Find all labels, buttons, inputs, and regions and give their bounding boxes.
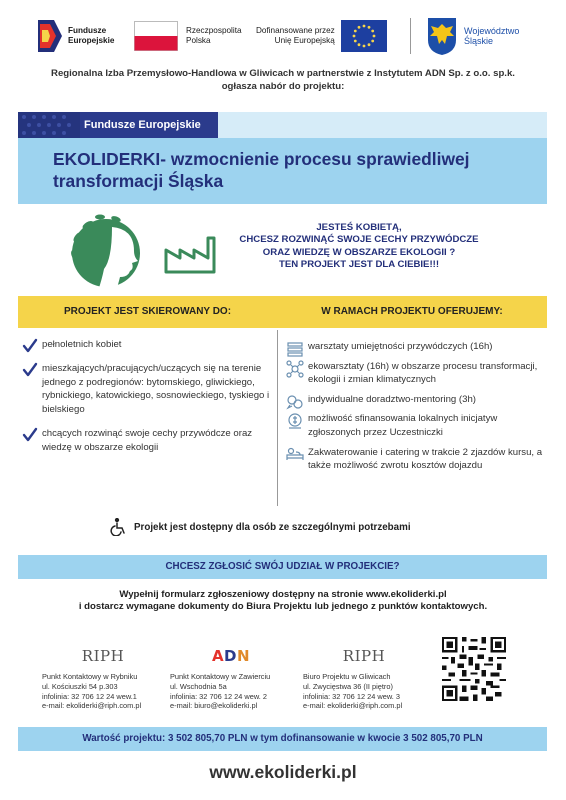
contact-rybnik: [42, 648, 164, 711]
cta-text: CHCESZ ZGŁOSIĆ SWÓJ UDZIAŁ W PROJEKCIE?: [165, 561, 400, 572]
list-item-text: pełnoletnich kobiet: [42, 339, 122, 350]
contact-email[interactable]: e-mail: ekoliderki@riph.com.pl: [42, 701, 142, 711]
list-item-text: ekowarsztaty (16h) w obszarze procesu transformacji, ekologii i zmian klimatycznych: [308, 360, 538, 386]
mentoring-icon: [286, 393, 304, 411]
ws-line2: Śląskie: [464, 36, 494, 46]
question-line3: ORAZ WIEDZĘ W OBSZARZE EKOLOGII ?: [262, 246, 456, 258]
list-item: [286, 412, 548, 439]
check-icon: [22, 362, 38, 378]
contact-phone: infolinia: 32 706 12 24 wew. 3: [303, 691, 400, 701]
announcement-header: [8, 68, 558, 93]
columns-header-bar: [18, 296, 547, 328]
website-link[interactable]: www.ekoliderki.pl: [209, 762, 357, 782]
list-item: [286, 340, 548, 354]
list-item: [22, 362, 274, 417]
list-item-text: indywidualne doradztwo-mentoring (3h): [308, 393, 476, 405]
adn-logo: ADN: [211, 647, 251, 666]
cta-band: [18, 555, 547, 579]
contact-name: Punkt Kontaktowy w Rybniku: [42, 672, 138, 681]
left-heading: PROJEKT JEST SKIEROWANY DO:: [63, 306, 232, 317]
fe-band-label: Fundusze Europejskie: [84, 119, 201, 131]
list-item: [22, 427, 274, 455]
list-item-text: warsztaty umiejętności przywódczych (16h): [308, 341, 493, 352]
stars-icon: [18, 112, 80, 138]
instructions: [10, 589, 556, 614]
rzeczpospolita-logo: [134, 14, 242, 58]
column-divider: [277, 330, 278, 506]
list-item-text: chcących rozwinąć swoje cechy przywódcze oraz wiedzę w obszarze ekologii: [42, 427, 253, 453]
question-line1: JESTEŚ KOBIETĄ,: [316, 222, 402, 233]
instructions-line2: i dostarcz wymagane dokumenty do Biura Projektu lub jednego z punktów kontaktowych.: [78, 601, 488, 613]
project-value: Wartość projektu: 3 502 805,70 PLN w tym dofinansowanie w kwocie 3 502 805,70 PLN: [82, 733, 483, 744]
target-list: [22, 338, 274, 465]
list-item-text: Zakwaterowanie i catering w trakcie 2 zjazdów kursu, a także możliwość zwrotu kosztów dojazdu: [308, 446, 543, 472]
fe-label-band: [18, 112, 547, 138]
contact-address: ul. Zwycięstwa 36 (II piętro): [303, 681, 393, 691]
ue-line2: Unię Europejską: [274, 36, 335, 45]
list-item: [286, 393, 548, 407]
rp-line2: Polska: [186, 36, 211, 45]
fe-line1: Fundusze: [68, 26, 107, 35]
right-heading: W RAMACH PROJEKTU OFERUJEMY:: [321, 306, 503, 317]
contact-address: ul. Wschodnia 5a: [170, 681, 227, 691]
wojewodztwo-logo: [426, 14, 519, 58]
riph-logo: RIPH: [342, 647, 386, 666]
ue-line1: Dofinansowane przez: [256, 26, 335, 35]
header-line2: ogłasza nabór do projektu:: [221, 80, 345, 92]
hotel-icon: [286, 446, 304, 464]
contact-address: ul. Kościuszki 54 p.303: [42, 681, 118, 691]
contact-name: Punkt Kontaktowy w Zawierciu: [170, 672, 271, 681]
contact-name: Biuro Projektu w Gliwicach: [303, 672, 391, 681]
funding-icon: [286, 412, 304, 430]
list-item-text: możliwość sfinansowania lokalnych inicjatyw zgłoszonych przez Uczestniczki: [308, 413, 498, 438]
accessibility-note: [110, 518, 470, 536]
eu-logo: [256, 14, 387, 58]
fe-line2: Europejskie: [68, 36, 115, 45]
wheelchair-icon: [110, 518, 126, 536]
stars-pattern: [18, 112, 80, 138]
check-icon: [22, 338, 38, 354]
fundusze-europejskie-logo: [36, 14, 114, 58]
silesian-eagle-icon: [426, 16, 458, 56]
fe-star-icon: [36, 16, 64, 56]
contact-phone: infolinia: 32 706 12 24 wew.1: [42, 691, 137, 701]
project-value-band: [18, 727, 547, 751]
question-line2: CHCESZ ROZWINĄĆ SWOJE CECHY PRZYWÓDCZE: [239, 234, 479, 246]
title-band: [18, 138, 547, 204]
project-title: EKOLIDERKI- wzmocnienie procesu sprawiedliwej transformacji Śląska: [53, 149, 470, 191]
list-item: [286, 446, 548, 473]
header-line1: Regionalna Izba Przemysłowo-Handlowa w Gliwicach w partnerstwie z Instytutem ADN Sp. z o.o. sp.k.: [51, 68, 515, 79]
question-line4: TEN PROJEKT JEST DLA CIEBIE!!!: [278, 259, 440, 271]
polish-flag-icon: [134, 21, 178, 51]
workshop-icon: [286, 340, 304, 358]
woman-tree-icon: [68, 213, 160, 295]
ws-line1: Województwo: [464, 26, 520, 36]
contact-zawiercie: [170, 648, 292, 711]
contact-gliwice: [303, 648, 425, 711]
factory-icon: [162, 234, 220, 274]
accessibility-text: Projekt jest dostępny dla osób ze szczególnymi potrzebami: [134, 521, 411, 533]
target-question: [226, 222, 492, 272]
logo-divider: [410, 18, 411, 54]
offer-list: [286, 340, 548, 479]
contact-email[interactable]: e-mail: biuro@ekoliderki.pl: [170, 701, 258, 711]
contact-phone: infolinia: 32 706 12 24 wew. 2: [170, 691, 267, 701]
list-item: [286, 360, 548, 387]
riph-logo: RIPH: [81, 647, 125, 666]
contact-email[interactable]: e-mail: ekoliderki@riph.com.pl: [303, 701, 403, 711]
list-item-text: mieszkających/pracujących/uczących się na terenie jednego z podregionów: bytomskiego, gliwickiego, rybnickiego, katowickiego, sosnowieckiego, tyskiego i bielskiego: [42, 362, 270, 416]
eu-flag-icon: [341, 20, 387, 52]
rp-line1: Rzeczpospolita: [186, 26, 242, 35]
eco-network-icon: [286, 360, 304, 378]
list-item: [22, 338, 274, 352]
instructions-line1: Wypełnij formularz zgłoszeniowy dostępny na stronie www.ekoliderki.pl: [119, 589, 447, 600]
qr-code-icon[interactable]: [442, 637, 506, 701]
logo-strip: [0, 14, 566, 62]
check-icon: [22, 427, 38, 443]
